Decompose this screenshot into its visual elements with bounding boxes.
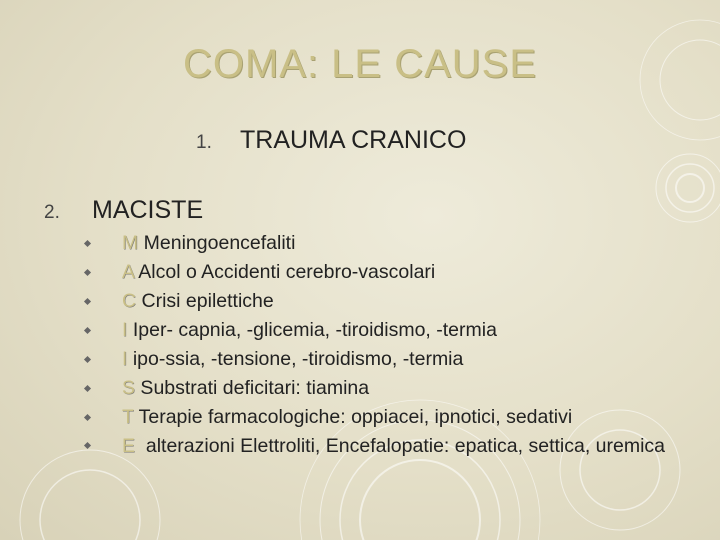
acronym-letter: I — [122, 319, 128, 341]
list-item — [84, 432, 694, 458]
bullet-text: ipo-ssia, -tensione, -tiroidismo, -termia — [127, 348, 464, 370]
diamond-bullet-icon — [84, 298, 91, 305]
item-text: MACISTE — [92, 196, 204, 224]
acronym-letter: S — [122, 377, 136, 399]
bullet-text: Meningoencefaliti — [138, 232, 296, 254]
list-item — [84, 374, 694, 403]
diamond-bullet-icon — [84, 269, 91, 276]
bullet-text: Terapie farmacologiche: oppiacei, ipnotici, sedativi — [133, 406, 573, 428]
bullet-text: Crisi epilettiche — [136, 290, 274, 312]
acronym-letter: E — [122, 435, 136, 457]
item-text: TRAUMA CRANICO — [240, 126, 467, 154]
diamond-bullet-icon — [84, 442, 91, 449]
list-item — [84, 403, 694, 432]
slide-title: COMA: LE CAUSE — [182, 42, 538, 86]
bullet-text: Iper- capnia, -glicemia, -tiroidismo, -termia — [127, 319, 497, 341]
bullet-text: Alcol o Accidenti cerebro-vascolari — [133, 261, 436, 283]
bullet-text: Substrati deficitari: tiamina — [135, 377, 370, 399]
diamond-bullet-icon — [84, 385, 91, 392]
acronym-letter: C — [122, 290, 137, 312]
list-item — [84, 287, 694, 316]
item-number: 1. — [196, 132, 212, 153]
acronym-list — [84, 229, 694, 458]
acronym-letter: M — [122, 232, 139, 254]
diamond-bullet-icon — [84, 240, 91, 247]
list-item — [84, 229, 694, 258]
item-number: 2. — [44, 202, 60, 223]
acronym-letter: A — [122, 261, 134, 283]
list-item — [84, 316, 694, 345]
diamond-bullet-icon — [84, 414, 91, 421]
diamond-bullet-icon — [84, 327, 91, 334]
list-item — [84, 345, 694, 374]
diamond-bullet-icon — [84, 356, 91, 363]
list-item — [84, 258, 694, 287]
acronym-letter: T — [122, 406, 134, 428]
bullet-text: alterazioni Elettroliti, Encefalopatie: epatica, settica, uremica — [135, 435, 666, 457]
acronym-letter: I — [122, 348, 128, 370]
